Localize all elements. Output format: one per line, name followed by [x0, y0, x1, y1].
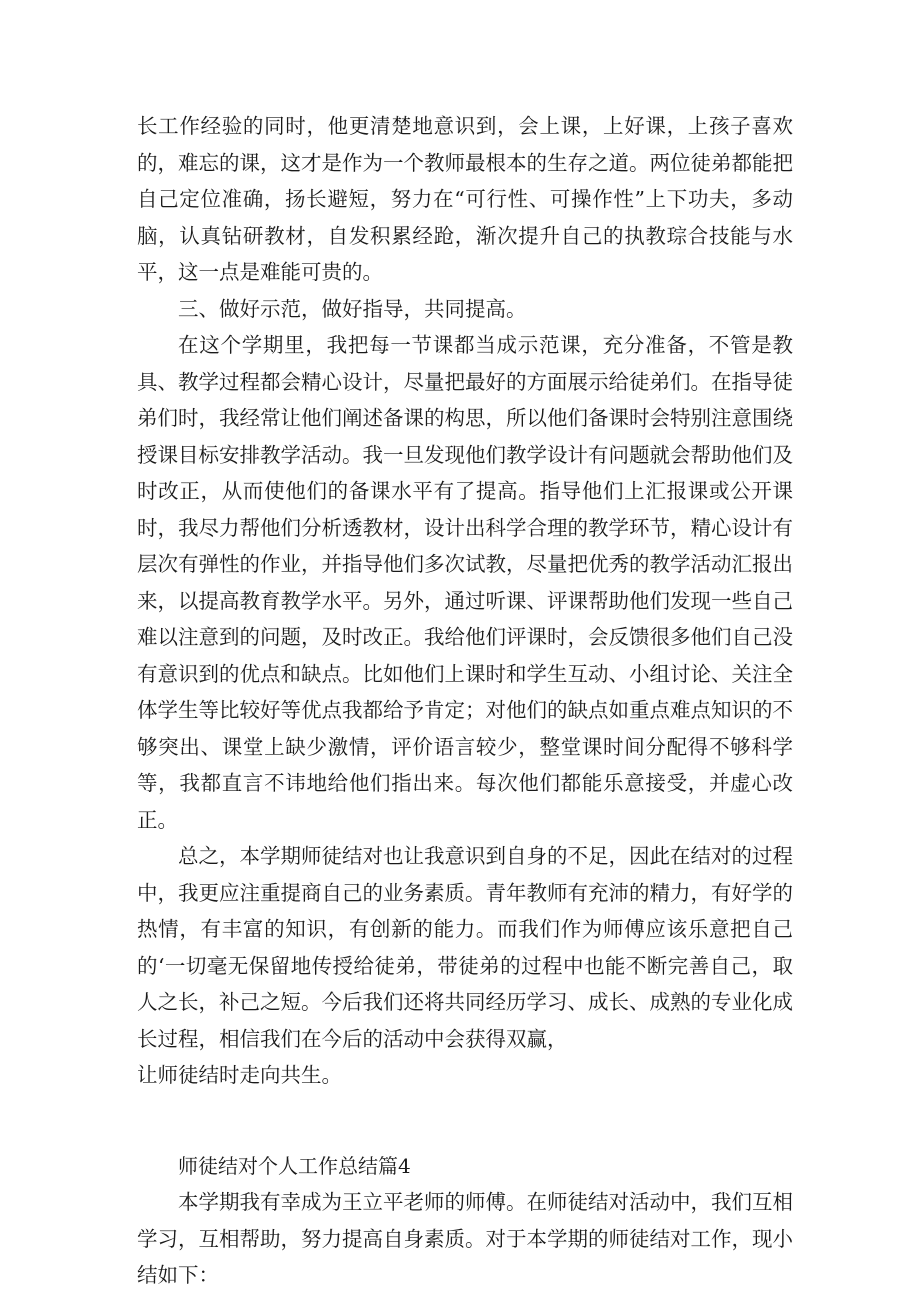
paragraph-summary: 总之，本学期师徒结对也让我意识到自身的不足，因此在结对的过程中，我更应注重提商自己的业务素质。青年教师有充沛的精力，有好学的热情，有丰富的知识，有创新的能力。而我们作为师傅应该乐意把自己的‘一切毫无保留地传授给徒弟，带徒弟的过程中也能不断完善自己，取人之长，补己之短。今后我们还将共同经历学习、成长、成熟的专业化成长过程，相信我们在今后的活动中会获得双赢，	[137, 844, 793, 1051]
paragraph-closing-line: 让师徒结时走向共生。	[137, 1063, 342, 1087]
document-body	[137, 108, 793, 1294]
section-heading-three: 三、做好示范，做好指导，共同提高。	[178, 296, 527, 321]
paragraph-continued: 长工作经验的同时，他更清楚地意识到，会上课，上好课，上孩子喜欢的，难忘的课，这才是作为一个教师最根本的生存之道。两位徒弟都能把自己定位准确，扬长避短，努力在“可行性、可操作性”上下功夫，多动脑，认真钻研教材，自发积累经跄，渐次提升自己的执教琮合技能与水平，这一点是难能可贵的。	[137, 114, 793, 284]
section-spacer	[137, 1094, 793, 1148]
paragraph-demonstration: 在这个学期里，我把每一节课都当成示范课，充分准备，不管是教具、教学过程都会精心设计，尽量把最好的方面展示给徒弟们。在指导徒弟们时，我经常让他们阐述备课的构思，所以他们备课时会特别注意围绕授课目标安排教学活动。我一旦发现他们教学设计有问题就会帮助他们及时改正，从而使他们的备课水平有了提高。指导他们上汇报课或公开课时，我尽力帮他们分析透教材，设计出科学合理的教学环节，精心设计有层次有弹性的作业，并指导他们多次试教，尽量把优秀的教学活动汇报出来，以提高教育教学水平。另外，通过听课、评课帮助他们发现一些自己难以注意到的问题，及时改正。我给他们评课时，会反馈很多他们自己没有意识到的优点和缺点。比如他们上课时和学生互动、小组讨论、关注全体学生等比较好等优点我都给予肯定；对他们的缺点如重点难点知识的不够突出、课堂上缺少激情，评价语言较少，整堂课时间分配得不够科学等，我都直言不讳地给他们指出来。每次他们都能乐意接受，并虚心改正。	[137, 333, 793, 832]
paragraph-intro-section4: 本学期我有幸成为王立平老师的师傅。在师徒结对活动中，我们互相学习，互相帮助，努力提高自身素质。对于本学期的师徒结对工作，现小结如下：	[137, 1190, 793, 1287]
section-title: 师徒结对个人工作总结篇4	[178, 1153, 411, 1178]
